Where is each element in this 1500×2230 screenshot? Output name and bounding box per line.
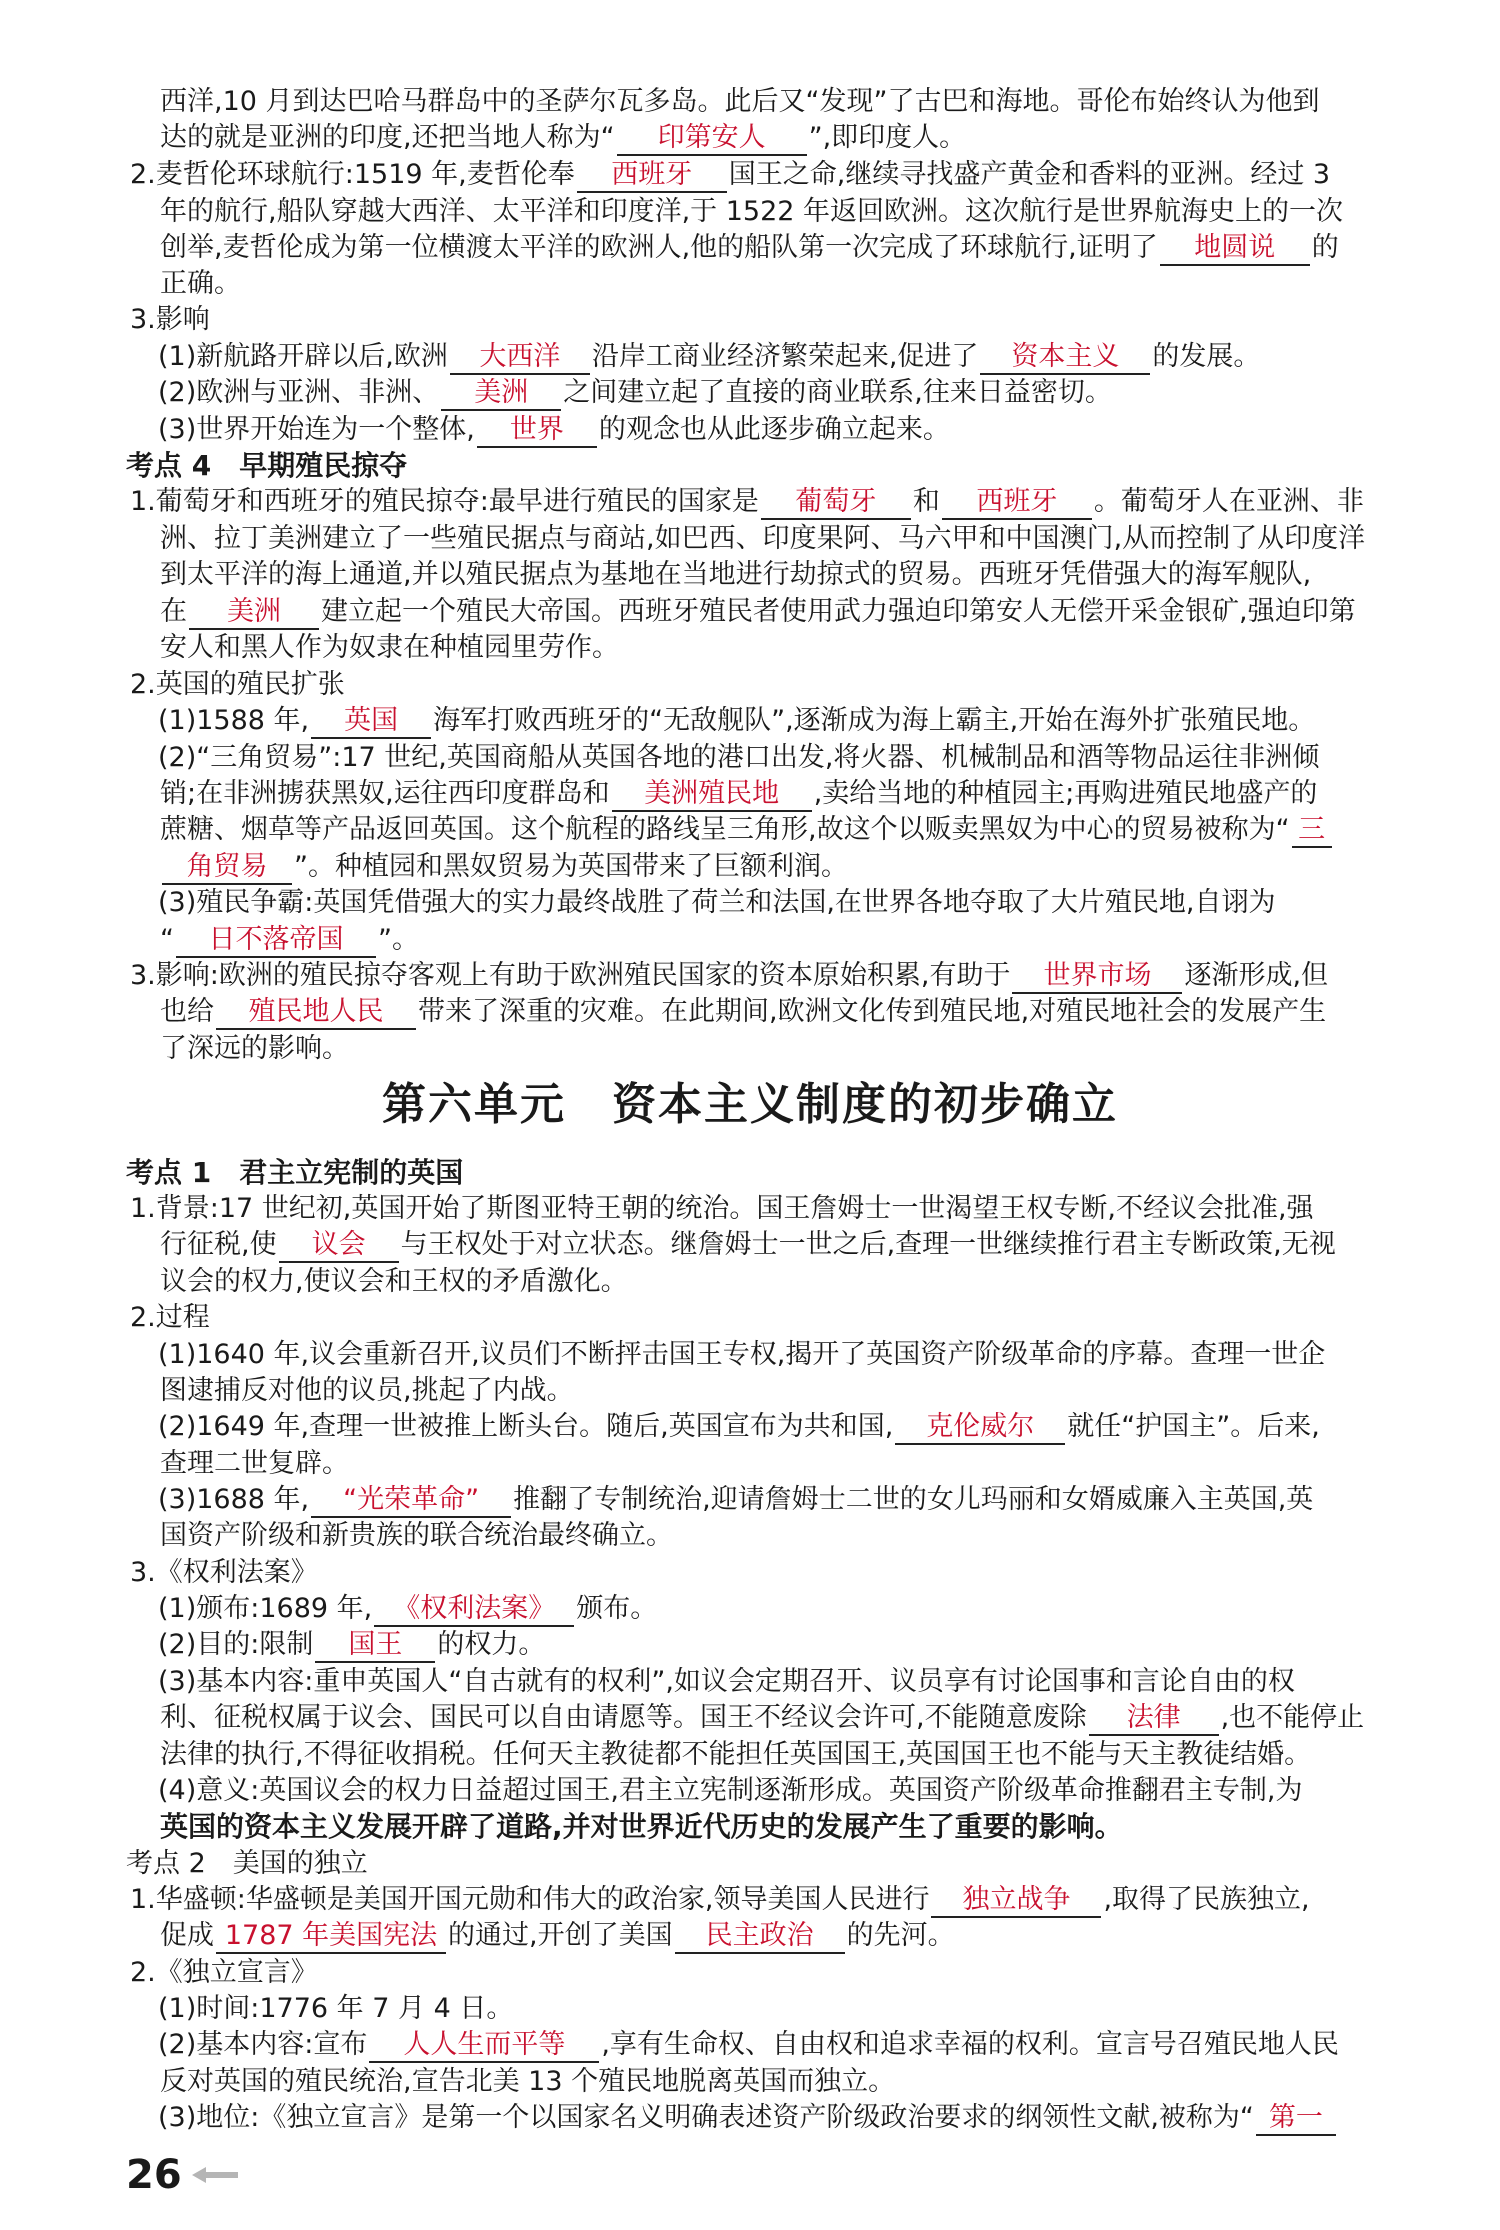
text-segment: (3)1688 年, — [158, 1484, 310, 1515]
text-segment: (3)基本内容:重申英国人“自古就有的权利”,如议会定期召开、议员享有讨论国事和言论自由的权 — [158, 1666, 1295, 1697]
text-segment: 2.麦哲伦环球航行:1519 年,麦哲伦奉 — [130, 159, 575, 190]
text-segment: 法律的执行,不得征收捐税。任何天主教徒都不能担任英国国王,英国国王也不能与天主教徒结婚。 — [160, 1739, 1312, 1770]
text-segment: 图逮捕反对他的议员,挑起了内战。 — [160, 1375, 574, 1406]
text-segment: 了深远的影响。 — [160, 1033, 349, 1064]
answer-blank: 三 — [1292, 814, 1332, 848]
text-segment: 的发展。 — [1152, 341, 1261, 372]
text-line — [158, 375, 1112, 411]
text-line — [160, 849, 848, 885]
text-segment: 正确。 — [160, 268, 241, 299]
text-line — [160, 994, 1326, 1030]
text-segment: 之间建立起了直接的商业联系,往来日益密切。 — [563, 377, 1112, 408]
answer-blank: 西班牙 — [577, 159, 727, 193]
text-line — [158, 1482, 1313, 1518]
section-heading — [160, 1809, 1123, 1845]
text-segment: (1)时间:1776 年 7 月 4 日。 — [158, 1993, 514, 2024]
text-line — [158, 703, 1315, 739]
answer-blank: 法律 — [1089, 1702, 1219, 1736]
text-segment: 1.葡萄牙和西班牙的殖民掠夺:最早进行殖民的国家是 — [130, 486, 759, 517]
text-segment: 也给 — [160, 996, 214, 1027]
text-line — [158, 1991, 513, 2027]
text-line — [158, 885, 1276, 921]
text-segment: (2)欧洲与亚洲、非洲、 — [158, 377, 440, 408]
answer-blank: 美洲 — [189, 596, 319, 630]
text-segment: 洲、拉丁美洲建立了一些殖民据点与商站,如巴西、印度果阿、马六甲和中国澳门,从而控制了从印度洋 — [160, 523, 1366, 554]
text-segment: 的观念也从此逐步确立起来。 — [598, 414, 950, 445]
text-segment: 推翻了专制统治,迎请詹姆士二世的女儿玛丽和女婿威廉入主英国,英 — [513, 1484, 1314, 1515]
text-line — [126, 1846, 368, 1882]
answer-blank: 美洲 — [441, 377, 561, 411]
text-segment: 行征税,使 — [160, 1229, 277, 1260]
text-segment: 逐渐形成,但 — [1184, 960, 1329, 991]
text-segment: (2)“三角贸易”:17 世纪,英国商船从英国各地的港口出发,将火器、机械制品和酒等物品运往非洲倾 — [158, 742, 1320, 773]
text-segment: 与王权处于对立状态。继詹姆士一世之后,查理一世继续推行君主专断政策,无视 — [400, 1229, 1336, 1260]
text-segment: (1)1640 年,议会重新召开,议员们不断抨击国王专权,揭开了英国资产阶级革命的序幕。查理一世企 — [158, 1339, 1326, 1370]
text-line — [160, 1264, 628, 1300]
text-line — [130, 958, 1328, 994]
page-arrow-icon — [192, 2166, 238, 2184]
text-line — [160, 557, 1311, 593]
text-segment: 的 — [1311, 232, 1339, 263]
text-segment: 的先河。 — [846, 1920, 955, 1951]
text-segment: 到太平洋的海上通道,并以殖民据点为基地在当地进行劫掠式的贸易。西班牙凭借强大的海军舰队, — [160, 559, 1312, 590]
text-segment: 在 — [160, 596, 187, 627]
answer-blank: 地圆说 — [1160, 232, 1310, 266]
text-line — [130, 484, 1364, 520]
text-segment: 安人和黑人作为奴隶在种植园里劳作。 — [160, 632, 619, 663]
text-segment: 就任“护国主”。后来, — [1067, 1411, 1320, 1442]
text-segment: (3)殖民争霸:英国凭借强大的实力最终战胜了荷兰和法国,在世界各地夺取了大片殖民地,自诩为 — [158, 887, 1276, 918]
answer-blank: 英国 — [311, 705, 431, 739]
text-line — [158, 1627, 545, 1663]
answer-blank: 独立战争 — [931, 1884, 1101, 1918]
text-segment: ”,即印度人。 — [808, 122, 967, 153]
text-line — [158, 1591, 657, 1627]
text-segment: 考点 2 美国的独立 — [126, 1848, 368, 1879]
text-segment: 查理二世复辟。 — [160, 1448, 349, 1479]
text-line — [160, 521, 1365, 557]
text-segment: 西洋,10 月到达巴哈马群岛中的圣萨尔瓦多岛。此后又“发现”了古巴和海地。哥伦布始终认为他到 — [160, 86, 1320, 117]
text-line — [160, 1700, 1364, 1736]
unit-title: 第六单元 资本主义制度的初步确立 — [382, 1079, 1118, 1130]
text-segment: (2)目的:限制 — [158, 1629, 314, 1660]
answer-blank: 葡萄牙 — [761, 486, 911, 520]
text-line — [160, 812, 1334, 848]
text-segment: (3)地位:《独立宣言》是第一个以国家名义明确表述资产阶级政治要求的纲领性文献,被称为“ — [158, 2102, 1254, 2133]
text-segment: 英国的资本主义发展开辟了道路,并对世界近代历史的发展产生了重要的影响。 — [160, 1810, 1123, 1843]
text-segment: 1.背景:17 世纪初,英国开始了斯图亚特王朝的统治。国王詹姆士一世渴望王权专断,不经议会批准,强 — [130, 1193, 1314, 1224]
text-line — [160, 230, 1339, 266]
section-heading — [126, 448, 407, 484]
text-segment: (4)意义:英国议会的权力日益超过国王,君主立宪制逐渐形成。英国资产阶级革命推翻君主专制,为 — [158, 1775, 1303, 1806]
text-line — [158, 1409, 1320, 1445]
text-line — [158, 2100, 1338, 2136]
text-segment: ,取得了民族独立, — [1103, 1884, 1310, 1915]
text-line — [160, 120, 966, 156]
answer-blank: 角贸易 — [162, 851, 292, 885]
text-line — [160, 594, 1356, 630]
text-segment: 利、征税权属于议会、国民可以自由请愿等。国王不经议会许可,不能随意废除 — [160, 1702, 1087, 1733]
text-segment: ”。 — [378, 924, 419, 955]
text-segment: 年的航行,船队穿越大西洋、太平洋和印度洋,于 1522 年返回欧洲。这次航行是世界航海史上的一次 — [160, 196, 1344, 227]
page-number: 26 — [126, 2152, 182, 2198]
text-line — [130, 1300, 210, 1336]
answer-blank: 印第安人 — [617, 122, 807, 156]
text-segment: 蔗糖、烟草等产品返回英国。这个航程的路线呈三角形,故这个以贩卖黑奴为中心的贸易被称为“ — [160, 814, 1290, 845]
text-line — [160, 194, 1343, 230]
text-line — [158, 339, 1260, 375]
text-line — [160, 922, 419, 958]
text-line — [160, 1031, 349, 1067]
text-line — [130, 302, 210, 338]
text-line — [160, 1918, 955, 1954]
text-segment: ,卖给当地的种植园主;再购进殖民地盛产的 — [813, 778, 1318, 809]
text-line — [158, 1337, 1325, 1373]
text-line — [158, 1664, 1295, 1700]
answer-blank: 殖民地人民 — [216, 996, 416, 1030]
text-segment: 考点 1 君主立宪制的英国 — [126, 1156, 464, 1189]
text-segment: 和 — [912, 486, 940, 517]
text-segment: (1)1588 年, — [158, 705, 310, 736]
answer-blank: 民主政治 — [675, 1920, 845, 1954]
text-segment: 。葡萄牙人在亚洲、非 — [1093, 486, 1364, 517]
answer-blank: 美洲殖民地 — [612, 778, 812, 812]
text-segment: 考点 4 早期殖民掠夺 — [126, 449, 408, 482]
text-segment: (2)1649 年,查理一世被推上断头台。随后,英国宣布为共和国, — [158, 1411, 894, 1442]
text-segment: 海军打败西班牙的“无敌舰队”,逐渐成为海上霸主,开始在海外扩张殖民地。 — [433, 705, 1316, 736]
text-segment: 创举,麦哲伦成为第一位横渡太平洋的欧洲人,他的船队第一次完成了环球航行,证明了 — [160, 232, 1158, 263]
text-line — [160, 2064, 895, 2100]
answer-blank: 第一 — [1256, 2102, 1336, 2136]
text-segment: 议会的权力,使议会和王权的矛盾激化。 — [160, 1266, 628, 1297]
text-segment: 2.《独立宣言》 — [130, 1957, 318, 1988]
text-line — [158, 412, 950, 448]
text-segment: 国王之命,继续寻找盛产黄金和香料的亚洲。经过 3 — [728, 159, 1331, 190]
text-line — [158, 740, 1319, 776]
text-segment: (3)世界开始连为一个整体, — [158, 414, 475, 445]
answer-blank: 资本主义 — [980, 341, 1150, 375]
answer-blank: 日不落帝国 — [176, 924, 376, 958]
text-segment: 建立起一个殖民大帝国。西班牙殖民者使用武力强迫印第安人无偿开采金银矿,强迫印第 — [321, 596, 1356, 627]
text-segment: ,享有生命权、自由权和追求幸福的权利。宣言号召殖民地人民 — [601, 2029, 1339, 2060]
text-segment: (1)颁布:1689 年, — [158, 1593, 373, 1624]
answer-blank: 大西洋 — [450, 341, 590, 375]
text-line — [160, 1227, 1336, 1263]
answer-blank: 《权利法案》 — [374, 1593, 574, 1627]
text-segment: 促成 — [160, 1920, 214, 1951]
text-line — [130, 1955, 318, 1991]
text-segment: 销;在非洲掳获黑奴,运往西印度群岛和 — [160, 778, 610, 809]
text-line — [130, 1882, 1310, 1918]
text-segment: (1)新航路开辟以后,欧洲 — [158, 341, 448, 372]
answer-blank: 国王 — [315, 1629, 435, 1663]
text-segment: 2.过程 — [130, 1302, 210, 1333]
text-segment: 颁布。 — [576, 1593, 658, 1624]
text-segment: ,也不能停止 — [1220, 1702, 1365, 1733]
text-line — [130, 667, 345, 703]
text-segment: 3.《权利法案》 — [130, 1557, 318, 1588]
text-line — [160, 776, 1317, 812]
text-line — [130, 1191, 1314, 1227]
text-line — [160, 84, 1320, 120]
text-segment: 1.华盛顿:华盛顿是美国开国元勋和伟大的政治家,领导美国人民进行 — [130, 1884, 930, 1915]
answer-blank: 议会 — [279, 1229, 399, 1263]
answer-blank: 人人生而平等 — [369, 2029, 599, 2063]
text-line — [160, 1446, 349, 1482]
text-segment: (2)基本内容:宣布 — [158, 2029, 368, 2060]
text-line — [160, 1737, 1311, 1773]
text-segment: 的通过,开创了美国 — [448, 1920, 673, 1951]
text-segment: 2.英国的殖民扩张 — [130, 669, 345, 700]
answer-blank: “光荣革命” — [311, 1484, 511, 1518]
text-segment: 反对英国的殖民统治,宣告北美 13 个殖民地脱离英国而独立。 — [160, 2066, 896, 2097]
text-line — [130, 1555, 318, 1591]
text-line — [160, 1373, 574, 1409]
text-line — [158, 2027, 1339, 2063]
text-line — [160, 266, 241, 302]
section-heading — [126, 1155, 463, 1191]
text-segment: 国资产阶级和新贵族的联合统治最终确立。 — [160, 1520, 673, 1551]
text-segment: “ — [160, 924, 174, 955]
answer-blank: 西班牙 — [942, 486, 1092, 520]
answer-blank: 1787 年美国宪法 — [216, 1920, 446, 1954]
answer-blank: 世界 — [477, 414, 597, 448]
text-segment: 的权力。 — [437, 1629, 546, 1660]
text-line — [160, 1518, 673, 1554]
text-line — [158, 1773, 1303, 1809]
text-segment: 3.影响:欧洲的殖民掠夺客观上有助于欧洲殖民国家的资本原始积累,有助于 — [130, 960, 1011, 991]
text-segment: 沿岸工商业经济繁荣起来,促进了 — [591, 341, 979, 372]
text-segment: 3.影响 — [130, 304, 210, 335]
text-segment: ”。种植园和黑奴贸易为英国带来了巨额利润。 — [294, 851, 848, 882]
answer-blank: 克伦威尔 — [895, 1411, 1065, 1445]
answer-blank: 世界市场 — [1012, 960, 1182, 994]
text-line — [160, 630, 619, 666]
text-segment: 带来了深重的灾难。在此期间,欧洲文化传到殖民地,对殖民地社会的发展产生 — [418, 996, 1327, 1027]
text-segment: 达的就是亚洲的印度,还把当地人称为“ — [160, 122, 615, 153]
text-line — [130, 157, 1330, 193]
